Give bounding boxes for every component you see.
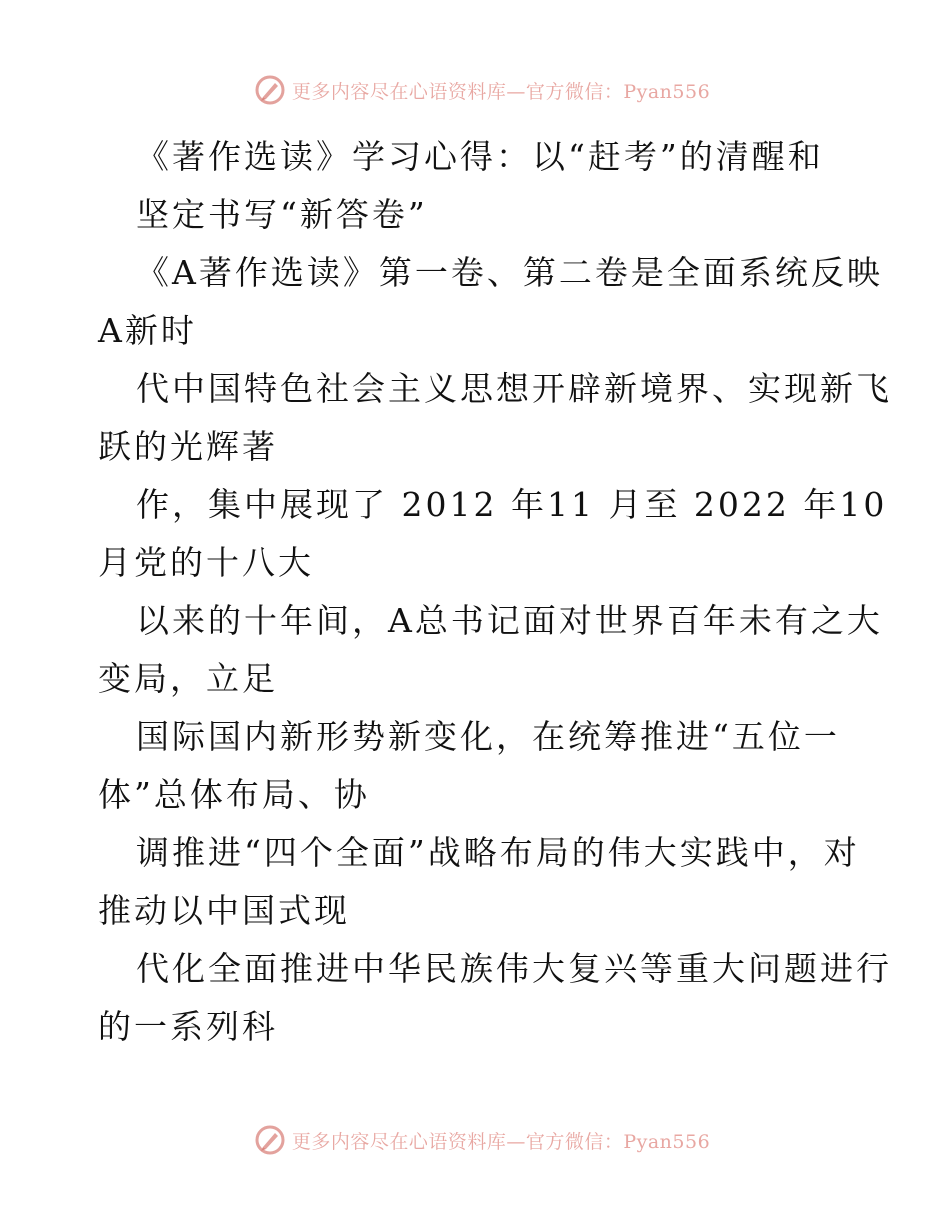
text-line: 体”总体布局、协	[98, 775, 370, 814]
text-line: 月党的十八大	[98, 543, 314, 582]
footer-watermark	[0, 1122, 950, 1158]
header-watermark	[0, 72, 950, 108]
text-line: 的一系列科	[98, 1007, 278, 1046]
text-line: 代化全面推进中华民族伟大复兴等重大问题进行	[136, 949, 892, 988]
text-line: 以来的十年间，A总书记面对世界百年未有之大	[136, 601, 883, 640]
footer-watermark-content	[254, 1124, 710, 1156]
watermark-text: 更多内容尽在心语资料库—官方微信：Pyan556	[291, 1130, 711, 1153]
pen-logo-icon	[254, 1124, 286, 1156]
text-line: 作，集中展现了 2012 年11 月至 2022 年10	[136, 485, 888, 524]
watermark-text: 更多内容尽在心语资料库—官方微信：Pyan556	[291, 80, 711, 103]
text-line: 《A著作选读》第一卷、第二卷是全面系统反映	[136, 253, 883, 292]
text-line: 坚定书写“新答卷”	[136, 195, 428, 234]
pen-logo-icon	[254, 74, 286, 106]
text-line: 变局，立足	[98, 659, 278, 698]
text-line: 推动以中国式现	[98, 891, 350, 930]
text-line: A新时	[98, 311, 197, 350]
text-line: 调推进“四个全面”战略布局的伟大实践中，对	[136, 833, 860, 872]
text-line: 代中国特色社会主义思想开辟新境界、实现新飞	[136, 369, 892, 408]
text-line: 国际国内新形势新变化，在统筹推进“五位一	[136, 717, 840, 756]
text-line: 跃的光辉著	[98, 427, 278, 466]
document-body	[98, 128, 892, 1056]
text-line: 《著作选读》学习心得：以“赶考”的清醒和	[136, 137, 824, 176]
header-watermark-content	[254, 74, 710, 106]
